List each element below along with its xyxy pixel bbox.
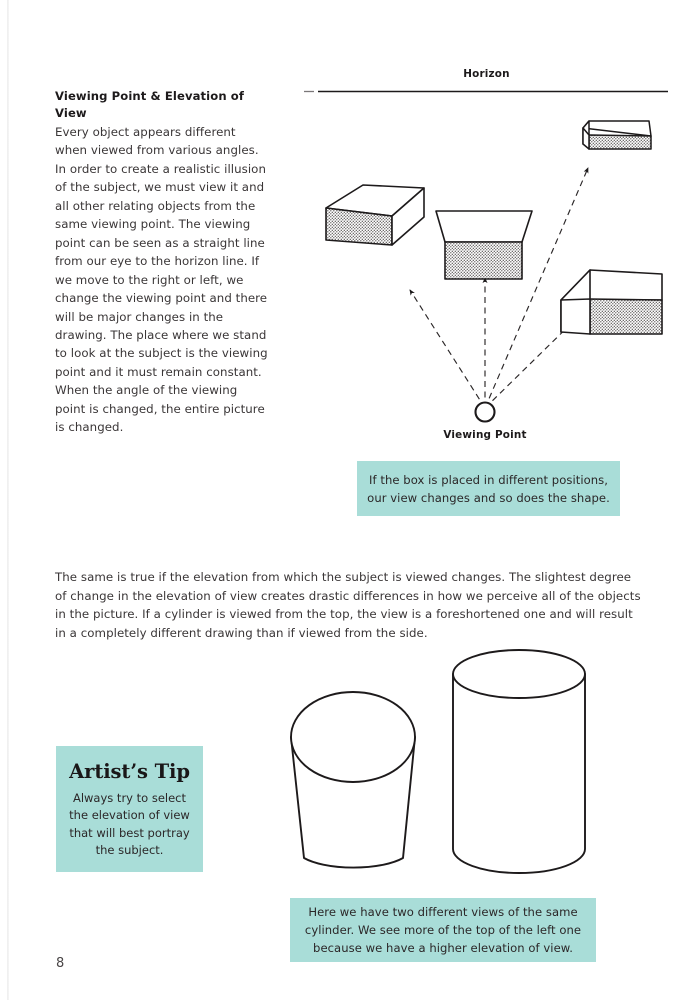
cylinder-svg — [260, 640, 620, 885]
cylinder-left — [291, 692, 415, 868]
box-center — [436, 211, 532, 279]
sight-line-to-box-left — [410, 290, 485, 408]
intro-column — [55, 88, 270, 437]
perspective-diagram-svg — [300, 60, 673, 460]
box-left — [326, 185, 424, 245]
page-number: 8 — [56, 956, 65, 971]
mid-paragraph: The same is true if the elevation from which the subject is viewed changes. The slightest degree of change in the elevation of view creates drastic differences in how we perceive all of the objects in the picture. If a cylinder is viewed from the top, the view is a foreshortened one and will result in a completely different drawing than if viewed from the side. — [55, 570, 641, 640]
artists-tip-box — [56, 746, 203, 872]
intro-paragraph: Every object appears different when viewed from various angles. In order to create a realistic illusion of the subject, we must view it and all other relating objects from the same viewing point. The viewing point can be seen as a straight line from our eye to the horizon line. If we move to the right or left, we change the viewing point and there will be major changes in the drawing. The place where we stand to look at the subject is the viewing point and it must remain constant. When the angle of the viewing point is changed, the entire picture is changed. — [55, 125, 268, 435]
sight-lines — [410, 168, 588, 408]
box-upper-right — [583, 121, 651, 149]
callout-boxes-text: If the box is placed in different positions, our view changes and so does the shape. — [367, 472, 610, 505]
cylinder-illustration — [260, 640, 620, 885]
horizon-label: Horizon — [463, 68, 510, 80]
page-title: Viewing Point & Elevation of View — [55, 89, 245, 120]
perspective-diagram — [300, 60, 673, 460]
viewing-point-marker — [476, 403, 495, 422]
callout-boxes — [357, 461, 620, 516]
artists-tip-body: Always try to select the elevation of view that will best portray the subject. — [69, 791, 190, 858]
page-edge-artifact — [7, 0, 9, 1000]
box-lower-right — [561, 270, 662, 334]
callout-cylinders — [290, 898, 596, 962]
artists-tip-title: Artist’s Tip — [69, 760, 190, 783]
cylinder-right — [453, 650, 585, 873]
callout-cylinders-text: Here we have two different views of the same cylinder. We see more of the top of the left one because we have a higher elevation of view. — [304, 905, 582, 955]
viewing-point-label: Viewing Point — [443, 429, 527, 441]
